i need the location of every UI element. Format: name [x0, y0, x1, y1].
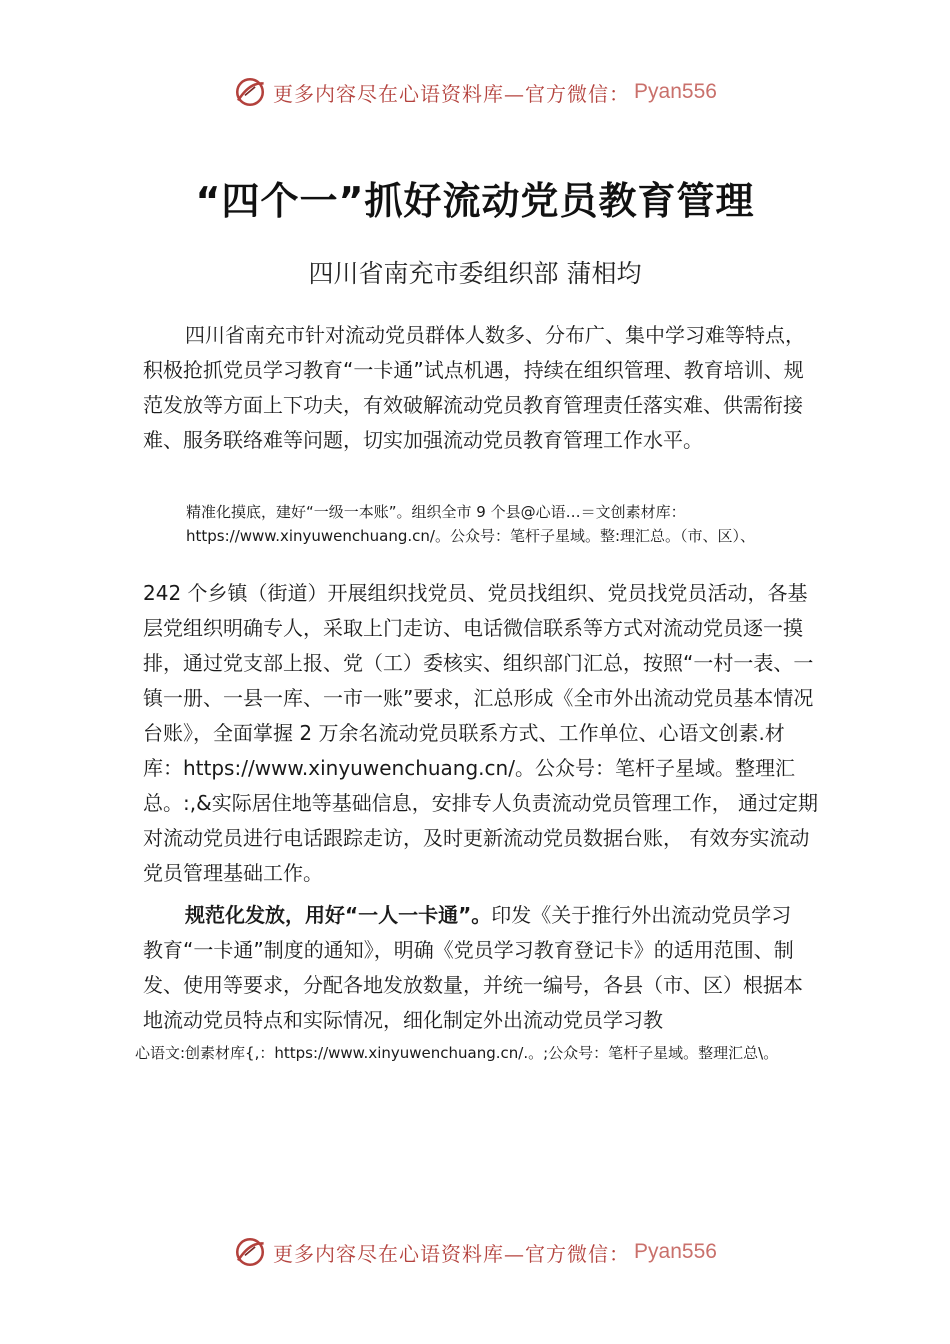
banner-wechat-id: Pyan556 — [634, 1240, 717, 1263]
banner-wechat-label: —官方微信： — [504, 1241, 631, 1266]
brand-logo-icon — [233, 1235, 267, 1269]
banner-wechat-id: Pyan556 — [634, 80, 717, 103]
card-paragraph — [143, 898, 805, 1038]
article-title: “四个一”抓好流动党员教育管理 — [195, 179, 755, 223]
card-lead: 规范化发放，用好“一人一卡通”。 — [185, 903, 492, 927]
census-paragraph: 242 个乡镇（街道）开展组织找党员、党员找组织、党员找党员活动，各基层党组织明确专人，采取上门走访、电话微信联系等方式对流动党员逐一摸排，通过党支部上报、党（工）委核实、组织部门汇总，按照“一村一表、一镇一册、一县一库、一市一账”要求，汇总形成《全市外出流动党员基本情况台账》，全面掌握 2 万余名流动党员联系方式、工作单位、心语文创素.材库：https://www.xinyuwenchuang.cn/。公众号：笔杆子星域。整理汇总。:,&实际居住地等基础信息，安排专人负责流动党员管理工作， 通过定期对流动党员进行电话跟踪走访，及时更新流动党员数据台账， 有效夯实流动党员管理基础工作。 — [143, 581, 819, 885]
intro-paragraph: 四川省南充市针对流动党员群体人数多、分布广、集中学习难等特点，积极抢抓党员学习教育“一卡通”试点机遇，持续在组织管理、教育培训、规范发放等方面上下功夫，有效破解流动党员教育管理责任落实难、供需衔接难、服务联络难等问题，切实加强流动党员教育管理工作水平。 — [143, 323, 805, 452]
footer-banner — [0, 1232, 950, 1272]
card-body: 印发《关于推行外出流动党员学习教育“一卡通”制度的通知》，明确《党员学习教育登记卡》的适用范围、制发、使用等要求，分配各地发放数量，并统一编号，各县（市、区）根据本地流动党员特点和实际情况，细化制定外出流动党员学习教 — [143, 903, 803, 1032]
article-author: 四川省南充市委组织部 蒲相均 — [308, 259, 642, 288]
banner-text: 更多内容尽在心语资料库 — [273, 1241, 505, 1266]
inserted-note: 精准化摸底，建好“一级一本账”。组织全市 9 个县@心语…＝文创素材库：https://www.xinyuwenchuang.cn/。公众号：笔杆子星域。整:理汇总。（市、区）、 — [186, 503, 756, 545]
footnote: 心语文:创素材库{,：https://www.xinyuwenchuang.cn/.。;公众号：笔杆子星域。整理汇总\。 — [135, 1044, 779, 1062]
brand-logo-icon — [233, 75, 267, 109]
banner-wechat-label: —官方微信： — [504, 81, 631, 106]
banner-text: 更多内容尽在心语资料库 — [273, 81, 505, 106]
header-banner — [0, 72, 950, 112]
